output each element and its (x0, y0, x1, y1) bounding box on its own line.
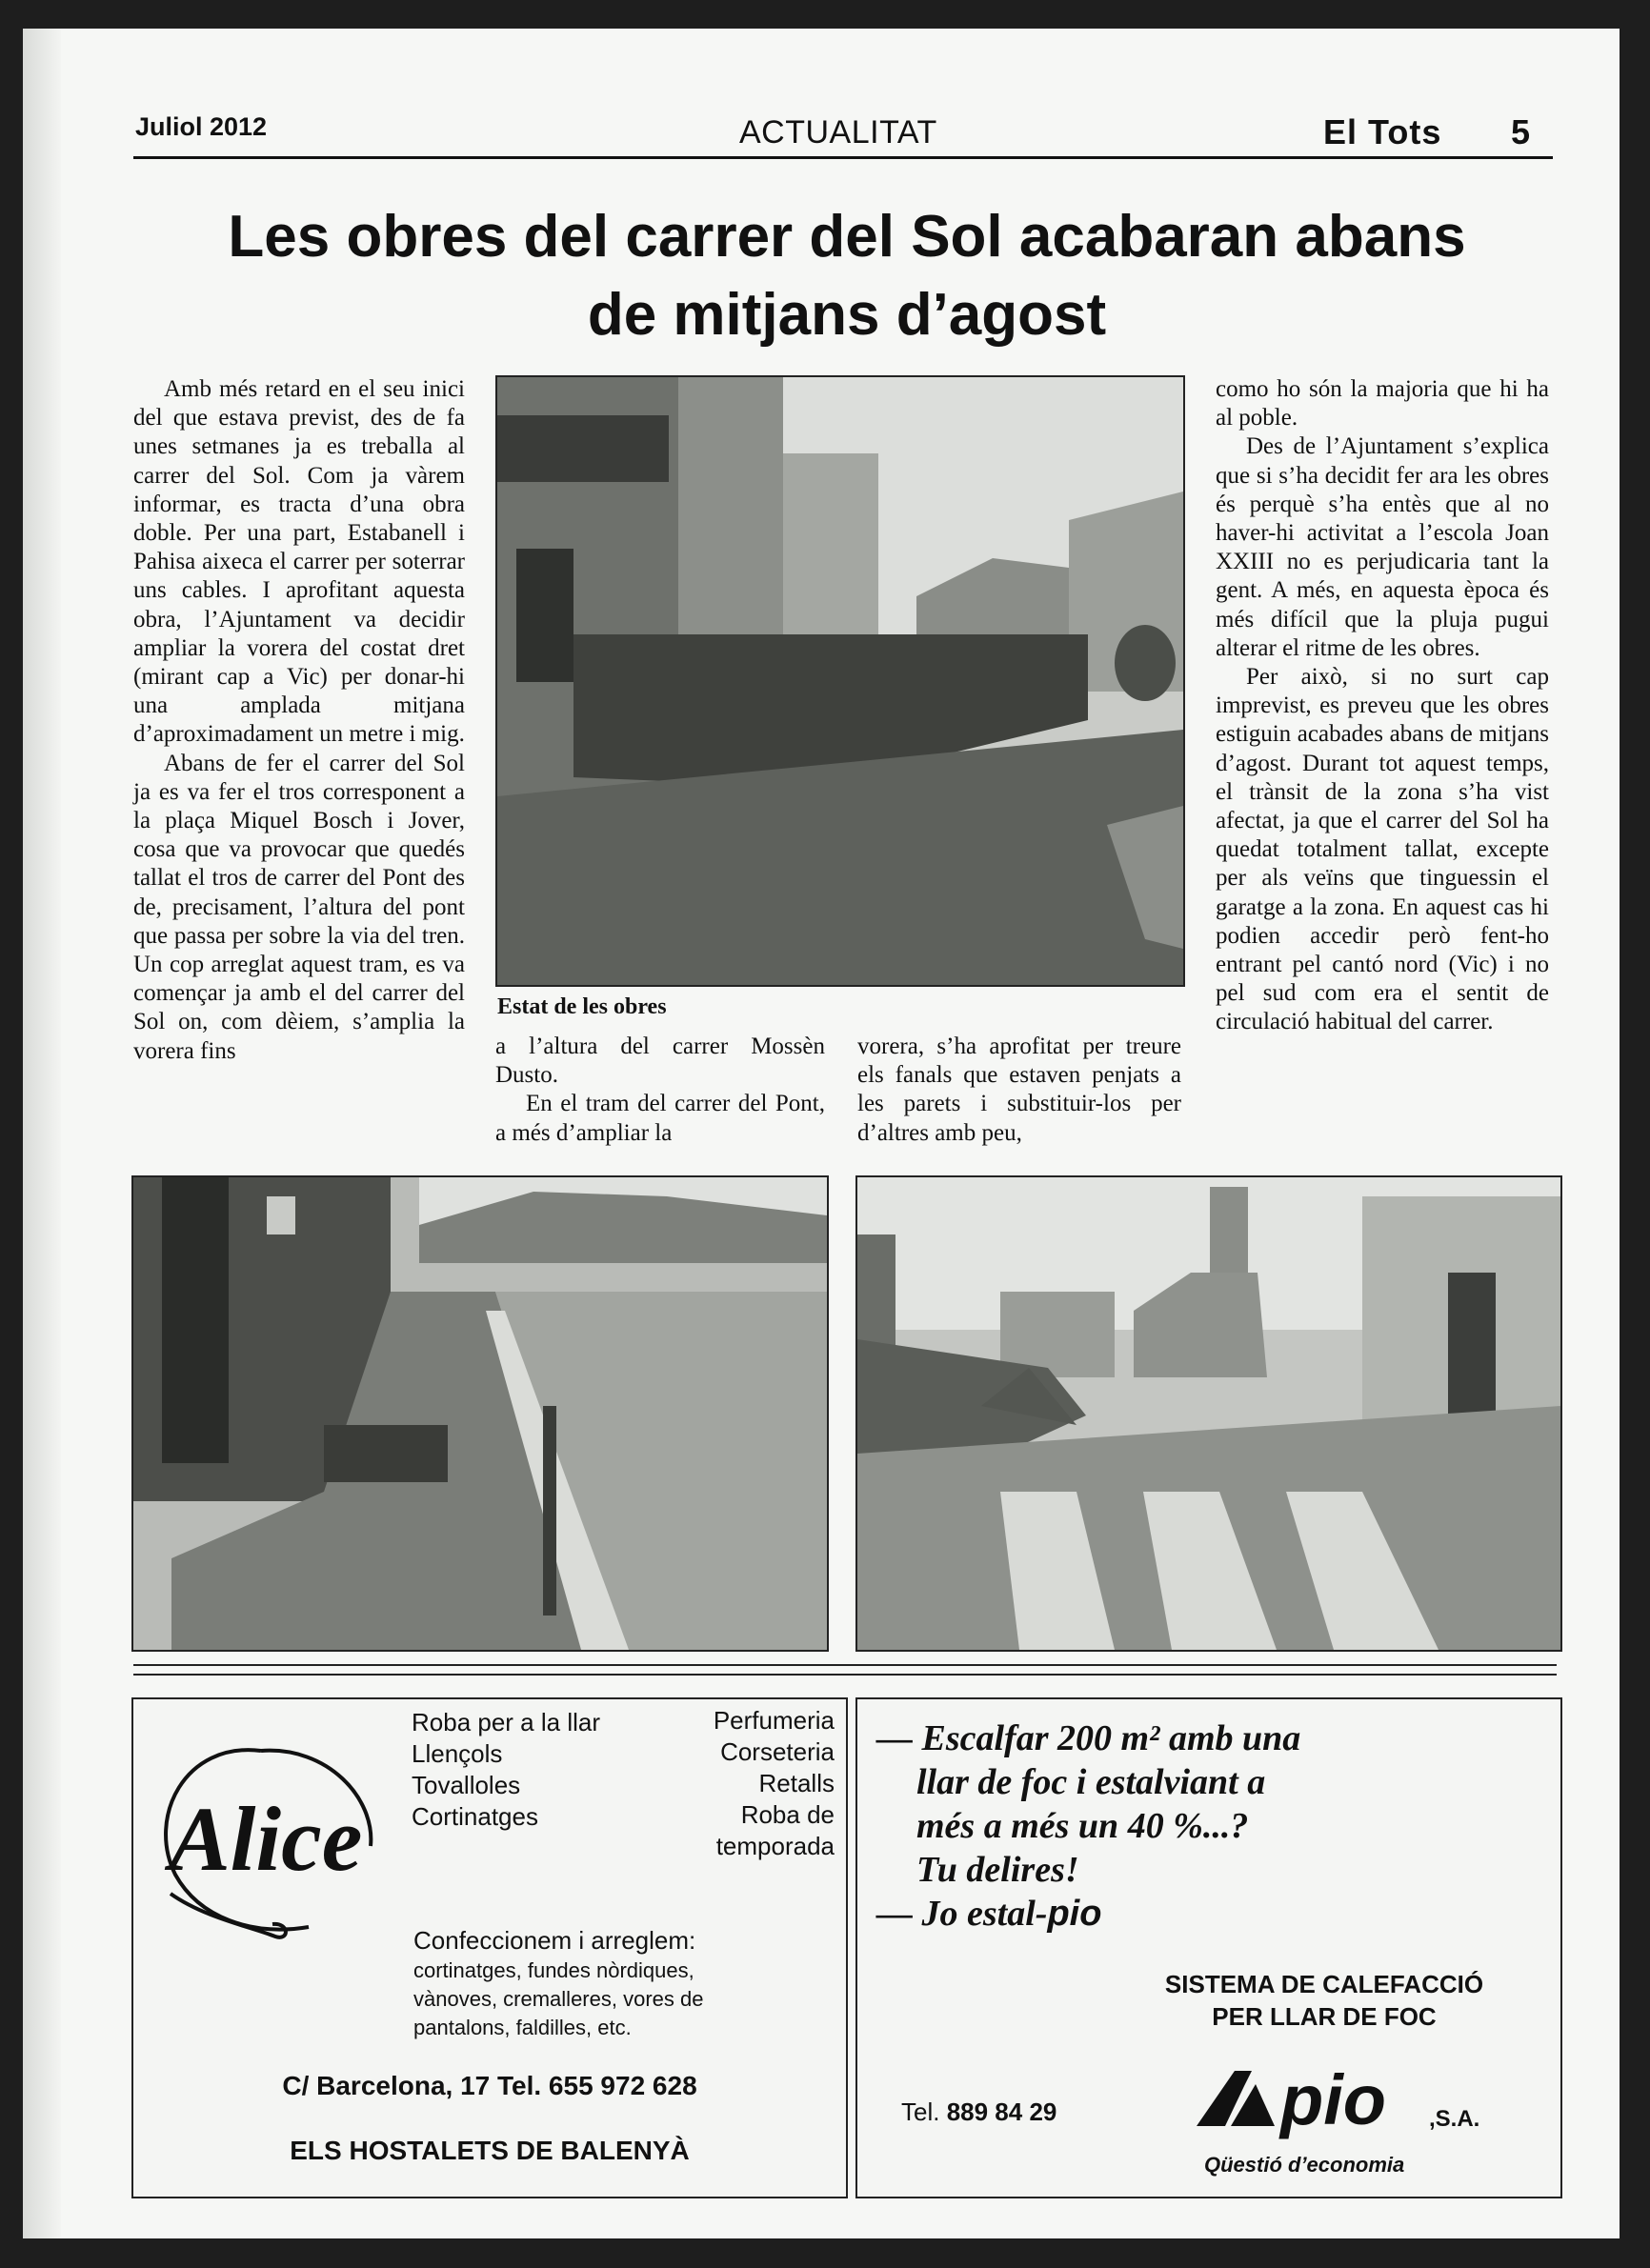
pio-ad-line-brand: pio (1047, 1894, 1102, 1934)
pio-ad-copy (876, 1716, 1526, 1936)
paragraph: Des de l’Ajuntament s’explica que si s’ha decidit fer ara les obres és perquè s’ha entès que al no haver-hi activitat a l’escola Joan XXIII no es perjudicaria tant la gent. A més, en aquesta època és més difícil que la pluja pugui alterar el ritme de les obres. (1216, 433, 1549, 661)
article-headline (147, 198, 1547, 354)
article-column-4 (1216, 375, 1549, 1037)
alice-item: Tovalloles (412, 1771, 521, 1799)
article-column-2 (495, 1033, 825, 1148)
alice-services (413, 1924, 833, 2042)
alice-logo-icon (147, 1713, 385, 1951)
headline-line-2: de mitjans d’agost (587, 282, 1107, 348)
alice-service-line: cortinatges, fundes nòrdiques, (413, 1958, 694, 1982)
photo-church-street (855, 1175, 1562, 1652)
pio-ad-line (876, 1892, 1526, 1936)
paragraph: Amb més retard en el seu inici del que estava previst, des de fa unes setmanes ja es treballa al carrer del Sol. Com ja vàrem informar, es tracta d’una obra doble. Per una part, Estabanell i Pahisa aixeca el carrer per soterrar uns cables. I aprofitant aquesta obra, l’Ajuntament va decidir ampliar la vorera del costat dret (mirant cap a Vic) per donar-hi una amplada mitjana d’aproximadament un metre i mig. (133, 376, 465, 748)
newspaper-page (23, 29, 1620, 2238)
pio-ad-line: — Escalfar 200 m² amb una (876, 1718, 1301, 1758)
alice-service-line: vànoves, cremalleres, vores de (413, 1987, 704, 2011)
paragraph: vorera, s’ha aprofitat per treure els fanals que estaven penjats a les parets i substituir-los per d’altres amb peu, (857, 1034, 1181, 1146)
paragraph: a l’altura del carrer Mossèn Dusto. (495, 1034, 825, 1089)
alice-items-left (412, 1707, 600, 1833)
photo-sidewalk (131, 1175, 829, 1652)
ad-alice (131, 1697, 848, 2198)
alice-item: Perfumeria (713, 1706, 835, 1735)
article-column-1 (133, 375, 465, 1066)
pio-logo-mark-icon (1197, 2057, 1501, 2143)
page-gutter (23, 29, 61, 2238)
pio-tel-label: Tel. (901, 2097, 940, 2126)
main-photo-street-works (495, 375, 1185, 987)
pio-ad-line: Tu delires! (916, 1850, 1079, 1890)
issue-date: Juliol 2012 (135, 112, 268, 141)
street-works-photo (497, 377, 1183, 985)
alice-items-right (648, 1705, 835, 1862)
section-title: ACTUALITAT (739, 114, 937, 151)
paragraph: Abans de fer el carrer del Sol ja es va fer el tros corresponent a la plaça Miquel Bosch i Jover, cosa que va provocar que quedés tallat el tros de carrer del Pont des de, precisament, l’altura del pont que passa per sobre la via del tren. Un cop arreglat aquest tram, es va començar ja amb el del carrer del Sol on, com dèiem, s’amplia la vorera fins (133, 750, 465, 1064)
photo-caption: Estat de les obres (497, 994, 667, 1019)
alice-item: temporada (715, 1832, 835, 1860)
alice-item: Retalls (758, 1769, 835, 1797)
alice-item: Corseteria (720, 1737, 835, 1766)
header-rule (133, 156, 1553, 159)
page-number: 5 (1511, 112, 1531, 151)
pio-ad-line: més a més un 40 %...? (916, 1806, 1249, 1846)
pio-slogan: Qüestió d’economia (1204, 2153, 1405, 2177)
alice-logo (147, 1713, 385, 1951)
alice-town: ELS HOSTALETS DE BALENYÀ (290, 2136, 690, 2165)
paragraph: En el tram del carrer del Pont, a més d’ampliar la (495, 1091, 825, 1146)
pio-tel-number: 889 84 29 (946, 2097, 1057, 2126)
alice-item: Cortinatges (412, 1802, 538, 1831)
pio-ad-line: llar de foc i estalviant a (916, 1762, 1266, 1802)
alice-logo-text: Alice (169, 1788, 363, 1890)
paragraph: Per això, si no surt cap imprevist, es preveu que les obres estiguin acabades abans de mitjans d’agost. Durant tot aquest temps, el trànsit de la zona s’ha vist afectat, ja que el carrer del Sol ha quedat totalment tallat, excepte per als veïns que tinguessin el garatge a la zona. En aquest cas hi podien accedir però fent-ho entrant pel cantó nord (Vic) i no pel sud com era el sentit de circulació habitual del carrer. (1216, 664, 1549, 1035)
sidewalk-photo (133, 1177, 827, 1650)
publication-name: El Tots (1323, 112, 1442, 151)
alice-item: Llençols (412, 1739, 503, 1768)
alice-item: Roba de (740, 1800, 835, 1829)
pio-system-line: SISTEMA DE CALEFACCIÓ (1164, 1970, 1484, 1998)
alice-address: C/ Barcelona, 17 Tel. 655 972 628 (282, 2071, 697, 2100)
pio-system-line: PER LLAR DE FOC (1212, 2002, 1437, 2031)
pio-logo-text: pio (1280, 2060, 1386, 2139)
pio-logo (1197, 2057, 1501, 2143)
alice-service-title: Confeccionem i arreglem: (413, 1926, 696, 1955)
pio-ad-line-prefix: — Jo estal- (876, 1894, 1048, 1934)
alice-service-line: pantalons, faldilles, etc. (413, 2016, 632, 2039)
pio-logo-suffix: ,S.A. (1429, 2106, 1480, 2132)
alice-item: Roba per a la llar (412, 1708, 600, 1736)
church-street-photo (857, 1177, 1560, 1650)
paragraph: como ho són la majoria que hi ha al poble. (1216, 376, 1549, 432)
ad-pio (855, 1697, 1562, 2198)
headline-line-1: Les obres del carrer del Sol acabaran abans (228, 204, 1466, 270)
article-column-3 (857, 1033, 1181, 1148)
ads-divider-rule (133, 1664, 1557, 1676)
pio-phone (901, 2097, 1056, 2127)
pio-system (1134, 1968, 1515, 2033)
